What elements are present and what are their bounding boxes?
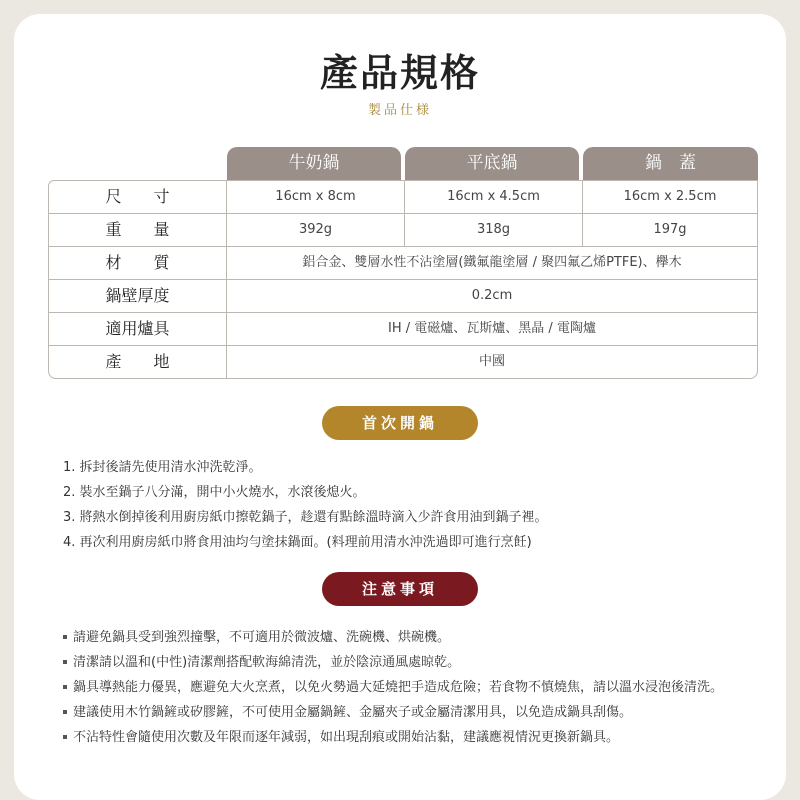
spec-row-weight <box>49 214 757 247</box>
spec-cell: 16cm x 4.5cm <box>405 181 583 214</box>
row-label: 重 量 <box>49 214 227 247</box>
list-item: 4. 再次利用廚房紙巾將食用油均勻塗抹鍋面。(料理前用清水沖洗過即可進行烹飪) <box>63 535 532 550</box>
list-item: 鍋具導熱能力優異，應避免大火烹煮，以免火勢過大延燒把手造成危險；若食物不慎燒焦，請以溫水浸泡後清洗。 <box>63 677 743 698</box>
row-label: 材 質 <box>49 247 227 280</box>
spec-row-material <box>49 247 757 280</box>
spec-row-size <box>49 181 757 214</box>
list-item: 建議使用木竹鍋鏟或矽膠鏟，不可使用金屬鍋鏟、金屬夾子或金屬清潔用具，以免造成鍋具刮傷。 <box>63 702 743 723</box>
list-item: 請避免鍋具受到強烈撞擊，不可適用於微波爐、洗碗機、烘碗機。 <box>63 627 743 648</box>
row-label: 鍋壁厚度 <box>49 280 227 313</box>
spec-cell: 16cm x 2.5cm <box>623 189 717 204</box>
row-label: 尺 寸 <box>49 181 227 214</box>
list-item: 1. 拆封後請先使用清水沖洗乾淨。 <box>63 460 262 475</box>
column-header-milk-pot: 牛奶鍋 <box>227 147 401 180</box>
notes-list <box>63 627 743 752</box>
spec-row-origin <box>49 346 757 379</box>
column-header-lid: 鍋 蓋 <box>583 147 758 180</box>
spec-cell: IH / 電磁爐、瓦斯爐、黑晶 / 電陶爐 <box>388 321 596 336</box>
spec-row-stovetop <box>49 313 757 346</box>
spec-cell: 0.2cm <box>471 288 513 303</box>
spec-cell: 16cm x 8cm <box>227 181 405 214</box>
spec-cell: 中國 <box>478 354 505 369</box>
page-title: 產品規格 <box>319 50 480 95</box>
spec-row-thickness <box>49 280 757 313</box>
first-use-steps <box>63 458 743 558</box>
spec-cell: 318g <box>405 214 583 247</box>
list-item: 2. 裝水至鍋子八分滿，開中小火燒水，水滾後熄火。 <box>63 485 366 500</box>
list-item: 清潔請以溫和(中性)清潔劑搭配軟海綿清洗，並於陰涼通風處晾乾。 <box>63 652 743 673</box>
row-label: 適用爐具 <box>49 313 227 346</box>
list-item: 3. 將熱水倒掉後利用廚房紙巾擦乾鍋子，趁還有點餘溫時滴入少許食用油到鍋子裡。 <box>63 510 548 525</box>
spec-table <box>48 180 758 379</box>
spec-cell: 197g <box>653 222 687 237</box>
notes-heading: 注意事項 <box>322 572 478 606</box>
column-header-frying-pan: 平底鍋 <box>405 147 579 180</box>
spec-cell: 392g <box>227 214 405 247</box>
row-label: 產 地 <box>49 346 227 379</box>
page-subtitle: 製品仕様 <box>367 103 432 118</box>
list-item: 不沾特性會隨使用次數及年限而逐年減弱，如出現刮痕或開始沾黏，建議應視情況更換新鍋具。 <box>63 727 743 748</box>
first-use-heading: 首次開鍋 <box>322 406 478 440</box>
spec-cell: 鋁合金、雙層水性不沾塗層(鐵氟龍塗層 / 聚四氟乙烯PTFE)、欅木 <box>302 255 682 270</box>
